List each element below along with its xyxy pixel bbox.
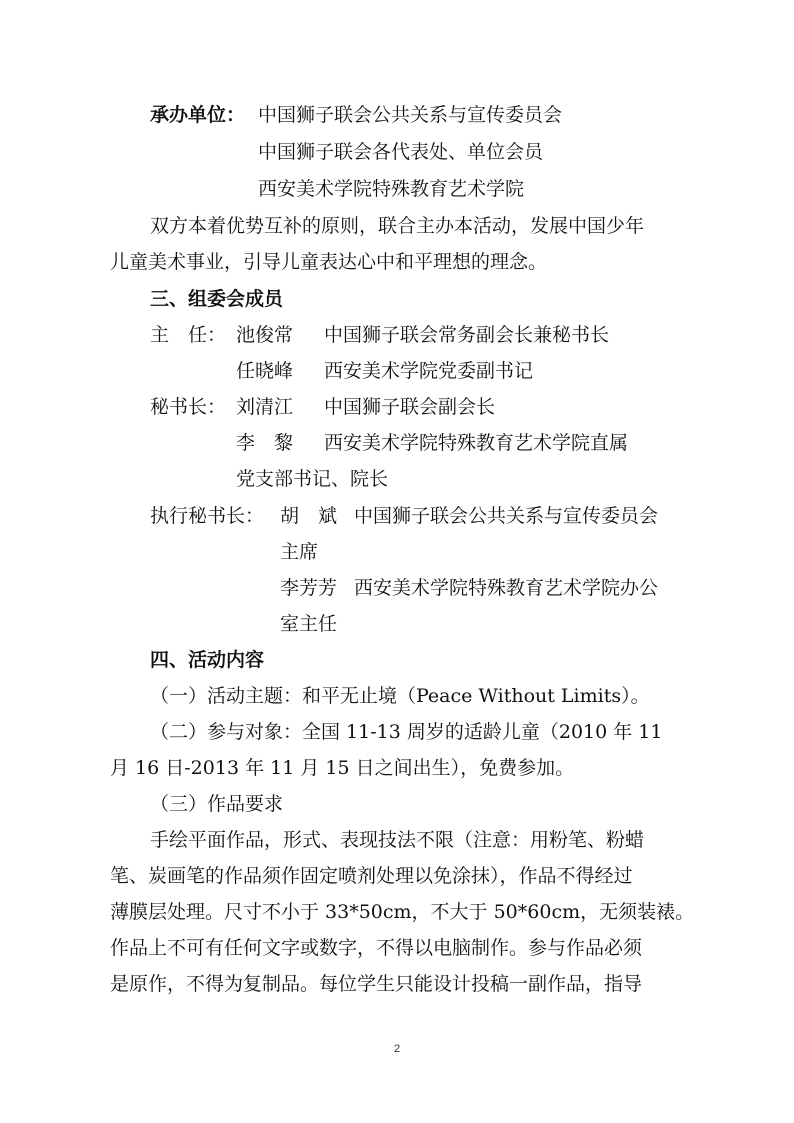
- secgen-2-title-line-2: 党支部书记、院长: [236, 468, 389, 490]
- intro-line-1: 双方本着优势互补的原则，联合主办本活动，发展中国少年: [150, 215, 645, 237]
- section-3-heading: 三、组委会成员: [150, 288, 284, 310]
- exec-1-name: 胡 斌: [280, 505, 338, 527]
- page-number: 2: [393, 1043, 401, 1055]
- intro-line-2: 儿童美术事业，引导儿童表达心中和平理想的理念。: [110, 251, 548, 273]
- section-4-heading: 四、活动内容: [150, 649, 265, 671]
- requirements-line-5: 是原作，不得为复制品。每位学生只能设计投稿一副作品，指导: [110, 973, 643, 995]
- requirements-line-1: 手绘平面作品，形式、表现技法不限（注意：用粉笔、粉蜡: [150, 829, 645, 851]
- secgen-label: 秘书长：: [150, 396, 227, 418]
- director-1-title: 中国狮子联会常务副会长兼秘书长: [324, 324, 610, 346]
- item-3-heading: （三）作品要求: [150, 793, 284, 815]
- requirements-line-3: 薄膜层处理。尺寸不小于 33*50cm，不大于 50*60cm，无须装裱。: [110, 901, 695, 923]
- secgen-1-title: 中国狮子联会副会长: [324, 396, 496, 418]
- exec-2-name: 李芳芳: [280, 577, 338, 599]
- item-1-theme: （一）活动主题：和平无止境（Peace Without Limits）。: [150, 685, 650, 707]
- secgen-2-name: 李 黎: [236, 432, 294, 454]
- director-2-name: 任晓峰: [236, 360, 294, 382]
- director-1-name: 池俊常: [236, 324, 294, 346]
- requirements-line-2: 笔、炭画笔的作品须作固定喷剂处理以免涂抹），作品不得经过: [110, 865, 633, 887]
- item-2-line-1: （二）参与对象：全国 11-13 周岁的适龄儿童（2010 年 11: [150, 721, 663, 743]
- exec-secgen-label: 执行秘书长：: [150, 505, 265, 527]
- secgen-1-name: 刘清江: [236, 396, 294, 418]
- exec-1-title-line-1: 中国狮子联会公共关系与宣传委员会: [354, 505, 659, 527]
- director-label: 主 任：: [150, 324, 227, 346]
- organizer-2: 中国狮子联会各代表处、单位会员: [258, 141, 544, 163]
- organizer-3: 西安美术学院特殊教育艺术学院: [258, 178, 525, 200]
- secgen-2-title-line-1: 西安美术学院特殊教育艺术学院直属: [324, 432, 629, 454]
- item-2-line-2: 月 16 日-2013 年 11 月 15 日之间出生），免费参加。: [110, 757, 575, 779]
- exec-2-title-line-2: 室主任: [280, 613, 338, 635]
- exec-2-title-line-1: 西安美术学院特殊教育艺术学院办公: [354, 577, 659, 599]
- requirements-line-4: 作品上不可有任何文字或数字，不得以电脑制作。参与作品必须: [110, 937, 643, 959]
- director-2-title: 西安美术学院党委副书记: [324, 360, 534, 382]
- exec-1-title-line-2: 主席: [280, 541, 319, 563]
- organizers-label: 承办单位：: [150, 104, 246, 126]
- organizer-1: 中国狮子联会公共关系与宣传委员会: [258, 104, 563, 126]
